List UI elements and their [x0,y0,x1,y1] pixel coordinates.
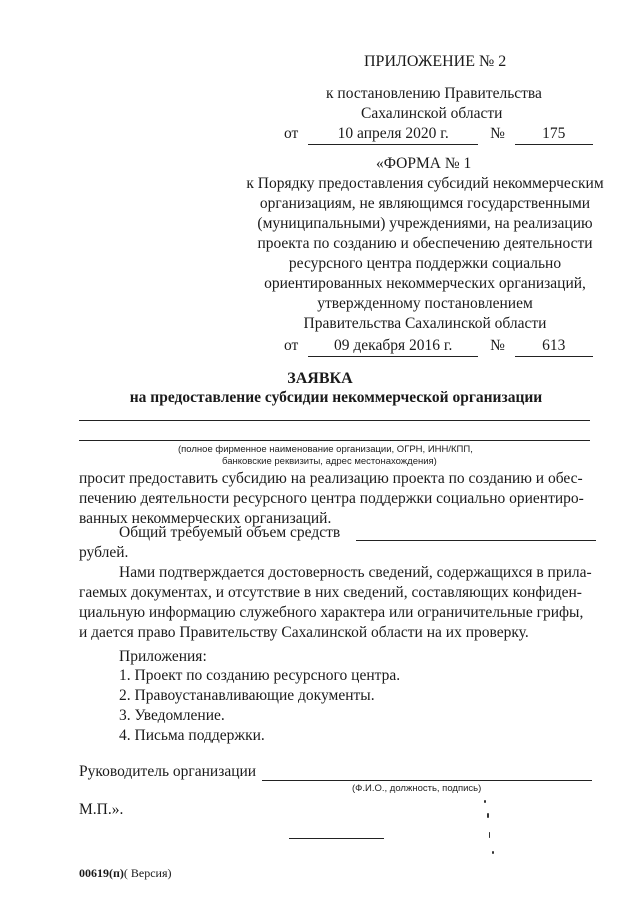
org-name-line-2 [79,440,590,441]
number-label: № [490,125,505,142]
footer [79,866,172,880]
para1-line-3: ванных некоммерческих организаций. [79,510,332,527]
form-number: 613 [515,336,593,357]
attachment-item-3: 3. Уведомление. [119,707,225,724]
appendix-title: ПРИЛОЖЕНИЕ № 2 [364,53,507,70]
form-from-row [284,336,593,357]
org-caption-2: банковские реквизиты, адрес местонахождения) [222,456,437,467]
form-line-6: ориентированных некоммерческих организаций, [264,275,586,292]
head-signature-line [262,780,592,781]
form-line-2: организациям, не являющимся государственными [259,195,591,212]
from-label: от [284,125,299,142]
appendix-to-line: к постановлению Правительства [326,85,542,102]
appendix-region: Сахалинской области [361,105,503,122]
org-name-line-1 [79,420,590,421]
form-title: «ФОРМА № 1 [376,155,472,172]
para2-line-2: гаемых документах, и отсутствие в них сведений, составляющих конфиден- [79,584,582,601]
amount-line [356,540,596,541]
appendix-from-row [284,124,593,145]
attachment-item-2: 2. Правоустанавливающие документы. [119,687,375,704]
form-line-3: (муниципальными) учреждениями, на реализацию [257,215,593,232]
para2-line-4: и дается право Правительству Сахалинской области на их проверку. [79,624,529,641]
number-label: № [490,337,505,354]
attachment-item-4: 4. Письма поддержки. [119,727,265,744]
appendix-number: 175 [515,124,593,145]
separator-line [289,838,384,839]
form-line-4: проекта по созданию и обеспечению деятельности [257,235,593,252]
form-line-5: ресурсного центра поддержки социально [288,255,562,272]
appendix-date: 10 апреля 2020 г. [308,124,478,145]
form-line-8: Правительства Сахалинской области [303,315,547,332]
head-caption: (Ф.И.О., должность, подпись) [352,783,482,794]
scan-speck [489,832,490,838]
form-line-1: к Порядку предоставления субсидий некоммерческим [246,175,604,192]
para1-line-1: просит предоставить субсидию на реализацию проекта по созданию и обес- [79,470,583,487]
application-subheading: на предоставление субсидии некоммерческой организации [129,389,543,406]
attachment-item-1: 1. Проект по созданию ресурсного центра. [119,667,401,684]
footer-version: ( Версия) [123,866,172,880]
footer-code: 00619(п) [79,866,124,880]
scan-speck [484,800,486,803]
para1-line-2: печению деятельности ресурсного центра поддержки социально ориентиро- [79,490,584,507]
attachments-label: Приложения: [119,648,207,665]
form-date: 09 декабря 2016 г. [308,336,478,357]
from-label: от [284,337,299,354]
stamp-label: М.П.». [79,801,124,818]
org-caption-1: (полное фирменное наименование организации, ОГРН, ИНН/КПП, [178,444,473,455]
para2-line-1: Нами подтверждается достоверность сведений, содержащихся в прила- [119,564,592,581]
head-label: Руководитель организации [79,763,257,780]
scan-speck [487,813,489,818]
para2-line-3: циальную информацию служебного характера или ограничительные грифы, [79,604,584,621]
amount-unit: рублей. [79,544,129,561]
form-line-7: утвержденному постановлением [317,295,533,312]
amount-label: Общий требуемый объем средств [119,524,341,541]
scan-speck [492,851,494,854]
application-heading: ЗАЯВКА [287,370,353,387]
